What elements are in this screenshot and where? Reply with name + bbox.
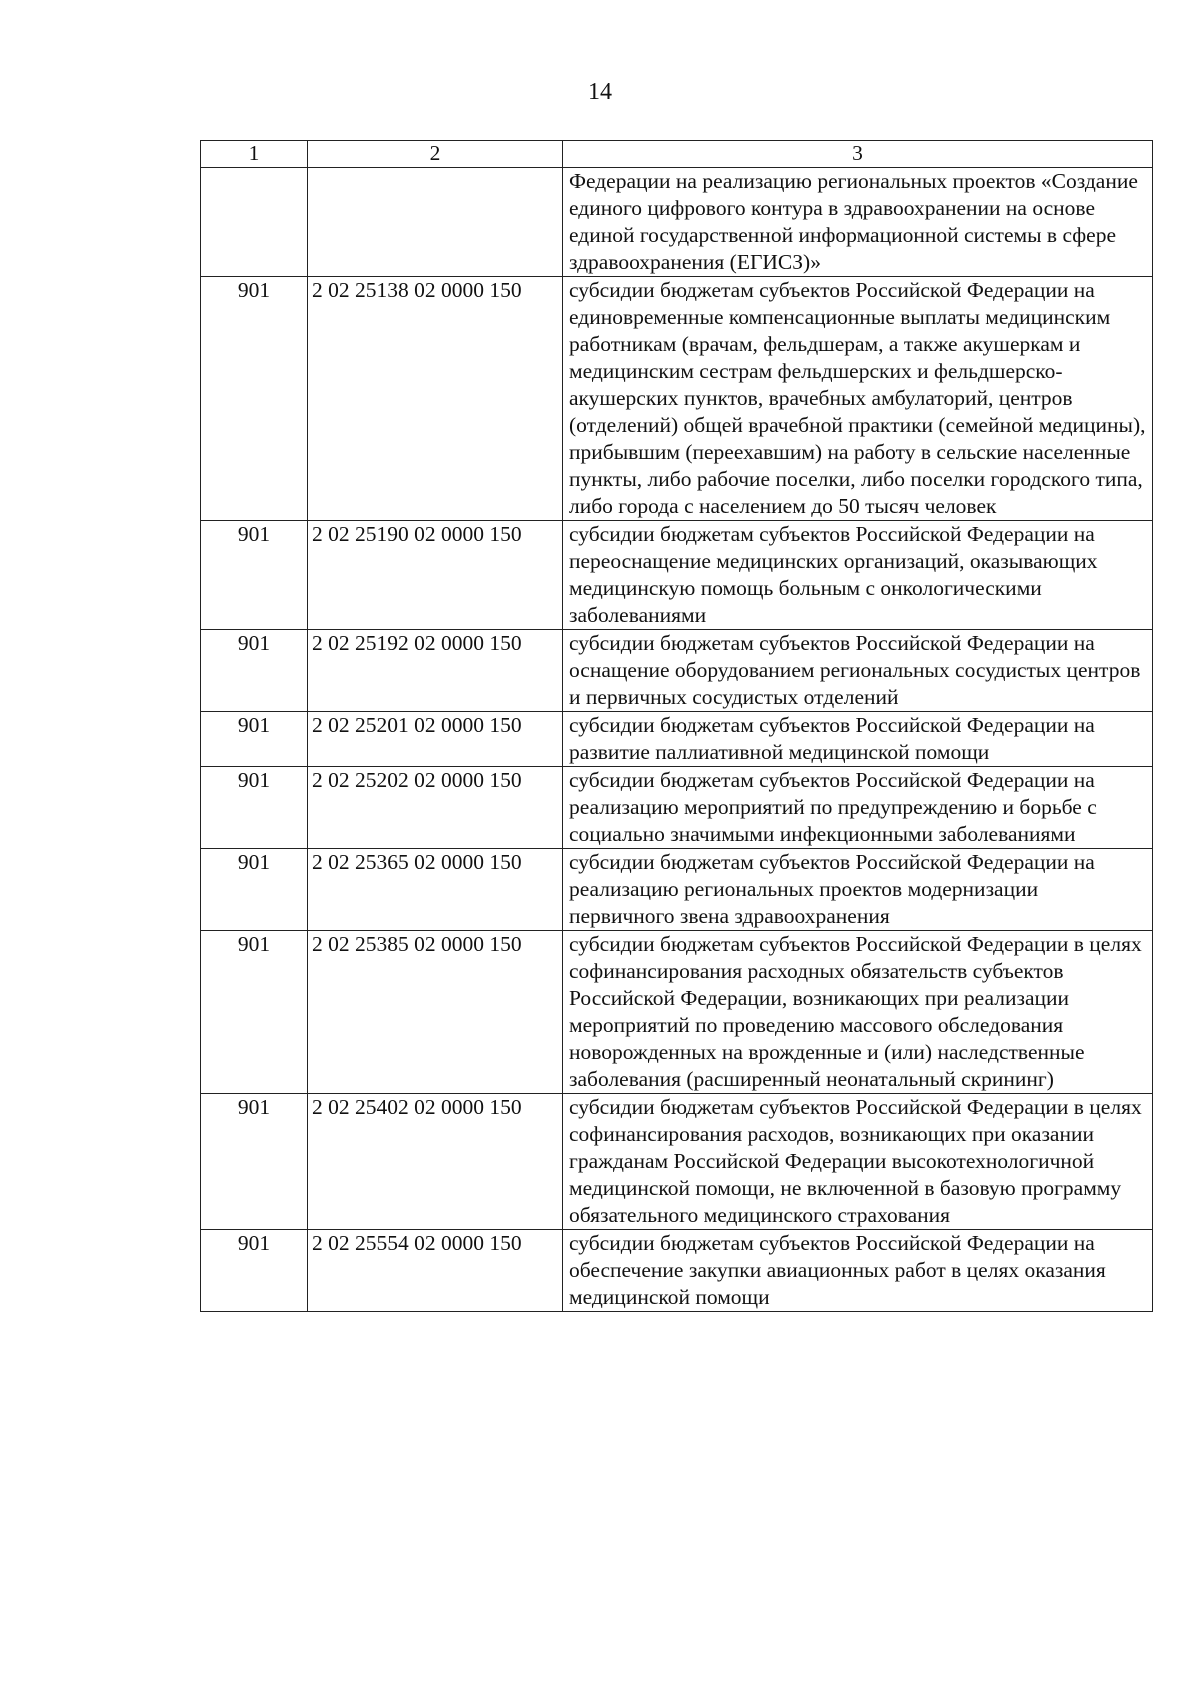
table-body bbox=[201, 168, 1153, 1312]
description-cell: субсидии бюджетам субъектов Российской Федерации на переоснащение медицинских организаций, оказывающих медицинскую помощь больным с онкологическими заболеваниями bbox=[563, 521, 1153, 630]
page-number: 14 bbox=[588, 79, 612, 105]
admin-code-cell: 901 bbox=[201, 712, 308, 767]
admin-code-cell: 901 bbox=[201, 1094, 308, 1230]
budget-code-cell: 2 02 25201 02 0000 150 bbox=[308, 712, 563, 767]
revenue-codes-table bbox=[200, 140, 1153, 1312]
admin-code-cell: 901 bbox=[201, 849, 308, 931]
description-cell: субсидии бюджетам субъектов Российской Федерации в целях софинансирования расходных обязательств субъектов Российской Федерации, возникающих при реализации мероприятий по проведению массового обследования новорожденных на врожденные и (или) наследственные заболевания (расширенный неонатальный скрининг) bbox=[563, 931, 1153, 1094]
description-cell: субсидии бюджетам субъектов Российской Федерации на оснащение оборудованием региональных сосудистых центров и первичных сосудистых отделений bbox=[563, 630, 1153, 712]
description-cell: субсидии бюджетам субъектов Российской Федерации на реализацию региональных проектов модернизации первичного звена здравоохранения bbox=[563, 849, 1153, 931]
budget-code-cell: 2 02 25138 02 0000 150 bbox=[308, 277, 563, 521]
column-header-1: 1 bbox=[201, 141, 308, 168]
description-cell: Федерации на реализацию региональных проектов «Создание единого цифрового контура в здравоохранении на основе единой государственной информационной системы в сфере здравоохранения (ЕГИСЗ)» bbox=[563, 168, 1153, 277]
description-cell: субсидии бюджетам субъектов Российской Федерации на обеспечение закупки авиационных работ в целях оказания медицинской помощи bbox=[563, 1230, 1153, 1312]
table-row bbox=[201, 931, 1153, 1094]
description-cell: субсидии бюджетам субъектов Российской Федерации на развитие паллиативной медицинской помощи bbox=[563, 712, 1153, 767]
table-row bbox=[201, 1230, 1153, 1312]
table-row bbox=[201, 767, 1153, 849]
table-header-row bbox=[201, 141, 1153, 168]
budget-code-cell: 2 02 25402 02 0000 150 bbox=[308, 1094, 563, 1230]
budget-code-cell: 2 02 25202 02 0000 150 bbox=[308, 767, 563, 849]
column-header-2: 2 bbox=[308, 141, 563, 168]
table-row bbox=[201, 521, 1153, 630]
budget-code-cell: 2 02 25365 02 0000 150 bbox=[308, 849, 563, 931]
table-row bbox=[201, 1094, 1153, 1230]
admin-code-cell: 901 bbox=[201, 1230, 308, 1312]
admin-code-cell: 901 bbox=[201, 630, 308, 712]
table-row bbox=[201, 712, 1153, 767]
description-cell: субсидии бюджетам субъектов Российской Федерации на реализацию мероприятий по предупреждению и борьбе с социально значимыми инфекционными заболеваниями bbox=[563, 767, 1153, 849]
budget-code-cell: 2 02 25554 02 0000 150 bbox=[308, 1230, 563, 1312]
table-row bbox=[201, 849, 1153, 931]
budget-code-cell: 2 02 25190 02 0000 150 bbox=[308, 521, 563, 630]
column-header-3: 3 bbox=[563, 141, 1153, 168]
budget-code-cell: 2 02 25385 02 0000 150 bbox=[308, 931, 563, 1094]
admin-code-cell bbox=[201, 168, 308, 277]
admin-code-cell: 901 bbox=[201, 277, 308, 521]
description-cell: субсидии бюджетам субъектов Российской Федерации в целях софинансирования расходов, возникающих при оказании гражданам Российской Федерации высокотехнологичной медицинской помощи, не включенной в базовую программу обязательного медицинского страхования bbox=[563, 1094, 1153, 1230]
admin-code-cell: 901 bbox=[201, 931, 308, 1094]
description-cell: субсидии бюджетам субъектов Российской Федерации на единовременные компенсационные выплаты медицинским работникам (врачам, фельдшерам, а также акушеркам и медицинским сестрам фельдшерских и фельдшерско-акушерских пунктов, врачебных амбулаторий, центров (отделений) общей врачебной практики (семейной медицины), прибывшим (переехавшим) на работу в сельские населенные пункты, либо рабочие поселки, либо поселки городского типа, либо города с населением до 50 тысяч человек bbox=[563, 277, 1153, 521]
table-header bbox=[201, 141, 1153, 168]
admin-code-cell: 901 bbox=[201, 521, 308, 630]
table-row bbox=[201, 168, 1153, 277]
budget-code-cell: 2 02 25192 02 0000 150 bbox=[308, 630, 563, 712]
table-row bbox=[201, 277, 1153, 521]
admin-code-cell: 901 bbox=[201, 767, 308, 849]
budget-code-cell bbox=[308, 168, 563, 277]
table-row bbox=[201, 630, 1153, 712]
